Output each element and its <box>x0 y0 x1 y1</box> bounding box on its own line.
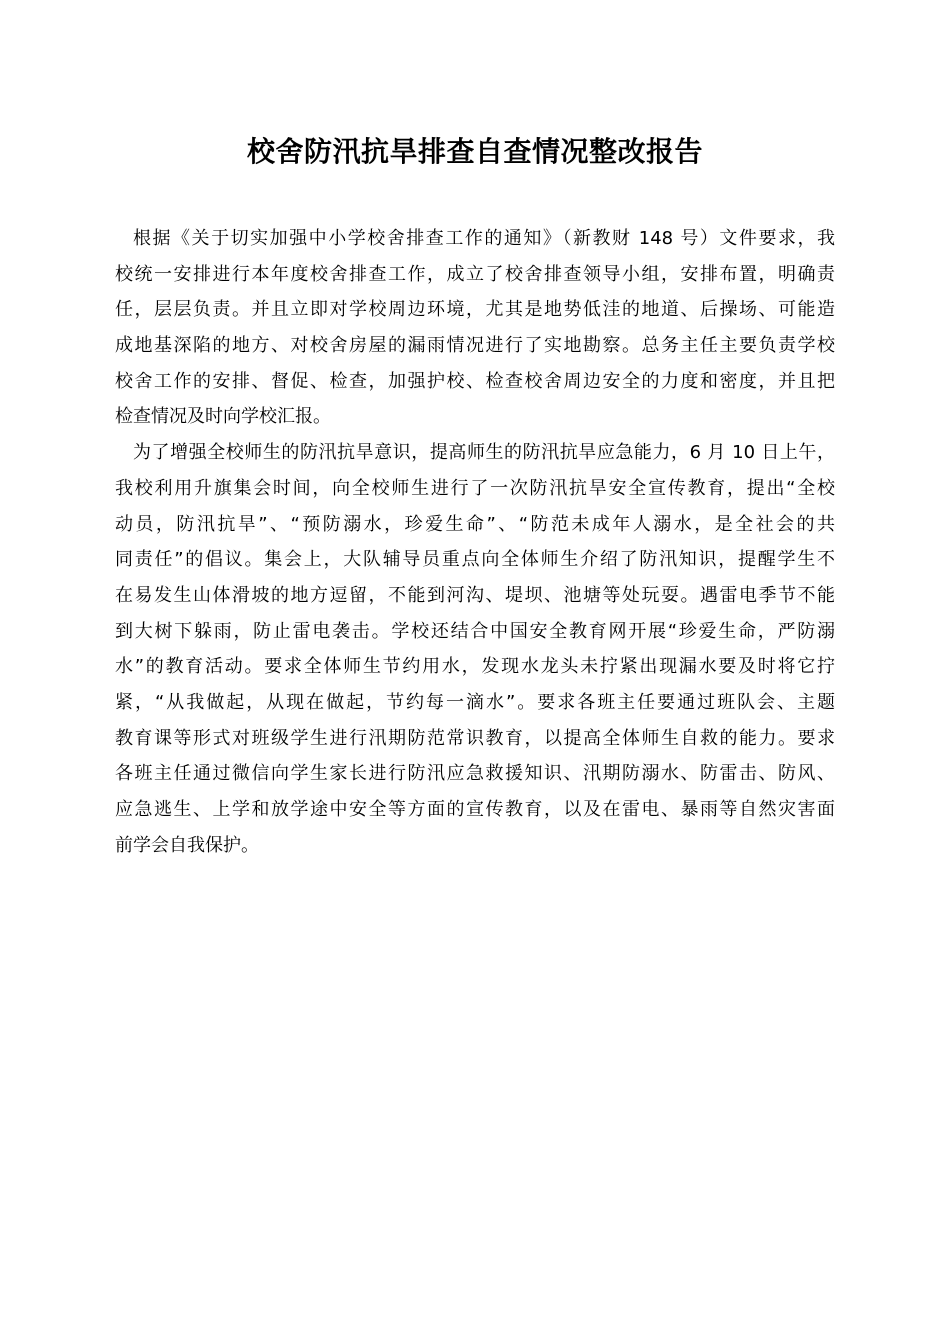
text-line: 动员，防汛抗旱”、“预防溺水，珍爱生命”、“防范未成年人溺水，是全社会的共 <box>115 513 835 535</box>
text-line: 到大树下躲雨，防止雷电袭击。学校还结合中国安全教育网开展“珍爱生命，严防溺 <box>115 620 835 642</box>
text-line: 校统一安排进行本年度校舍排查工作，成立了校舍排查领导小组，安排布置，明确责 <box>115 263 835 285</box>
text-line: 教育课等形式对班级学生进行汛期防范常识教育，以提高全体师生自救的能力。要求 <box>115 727 835 749</box>
document-title: 校舍防汛抗旱排查自查情况整改报告 <box>246 135 703 168</box>
text-line: 为了增强全校师生的防汛抗旱意识，提高师生的防汛抗旱应急能力，6 月 10 日上午， <box>133 442 835 464</box>
text-line: 同责任”的倡议。集会上，大队辅导员重点向全体师生介绍了防汛知识，提醒学生不 <box>115 549 835 571</box>
text-line: 根据《关于切实加强中小学校舍排查工作的通知》（新教财 148 号）文件要求，我 <box>133 228 835 249</box>
text-line: 任，层层负责。并且立即对学校周边环境，尤其是地势低洼的地道、后操场、可能造 <box>115 299 835 321</box>
text-line: 前学会自我保护。 <box>115 834 259 856</box>
text-line: 应急逃生、上学和放学途中安全等方面的宣传教育，以及在雷电、暴雨等自然灾害面 <box>115 799 835 820</box>
document-body <box>115 221 835 863</box>
text-line: 紧，“从我做起，从现在做起，节约每一滴水”。要求各班主任要通过班队会、主题 <box>115 691 835 713</box>
text-line: 在易发生山体滑坡的地方逗留，不能到河沟、堤坝、池塘等处玩耍。遇雷电季节不能 <box>115 584 835 606</box>
text-line: 检查情况及时向学校汇报。 <box>115 406 331 428</box>
paragraph-2 <box>115 435 835 863</box>
text-line: 我校利用升旗集会时间，向全校师生进行了一次防汛抗旱安全宣传教育，提出“全校 <box>115 477 835 499</box>
text-line: 校舍工作的安排、督促、检查，加强护校、检查校舍周边安全的力度和密度，并且把 <box>115 370 835 392</box>
text-line: 水”的教育活动。要求全体师生节约用水，发现水龙头未拧紧出现漏水要及时将它拧 <box>115 656 835 678</box>
text-line: 成地基深陷的地方、对校舍房屋的漏雨情况进行了实地勘察。总务主任主要负责学校 <box>115 335 835 357</box>
text-line: 各班主任通过微信向学生家长进行防汛应急救援知识、汛期防溺水、防雷击、防风、 <box>115 763 835 785</box>
paragraph-1 <box>115 221 835 435</box>
